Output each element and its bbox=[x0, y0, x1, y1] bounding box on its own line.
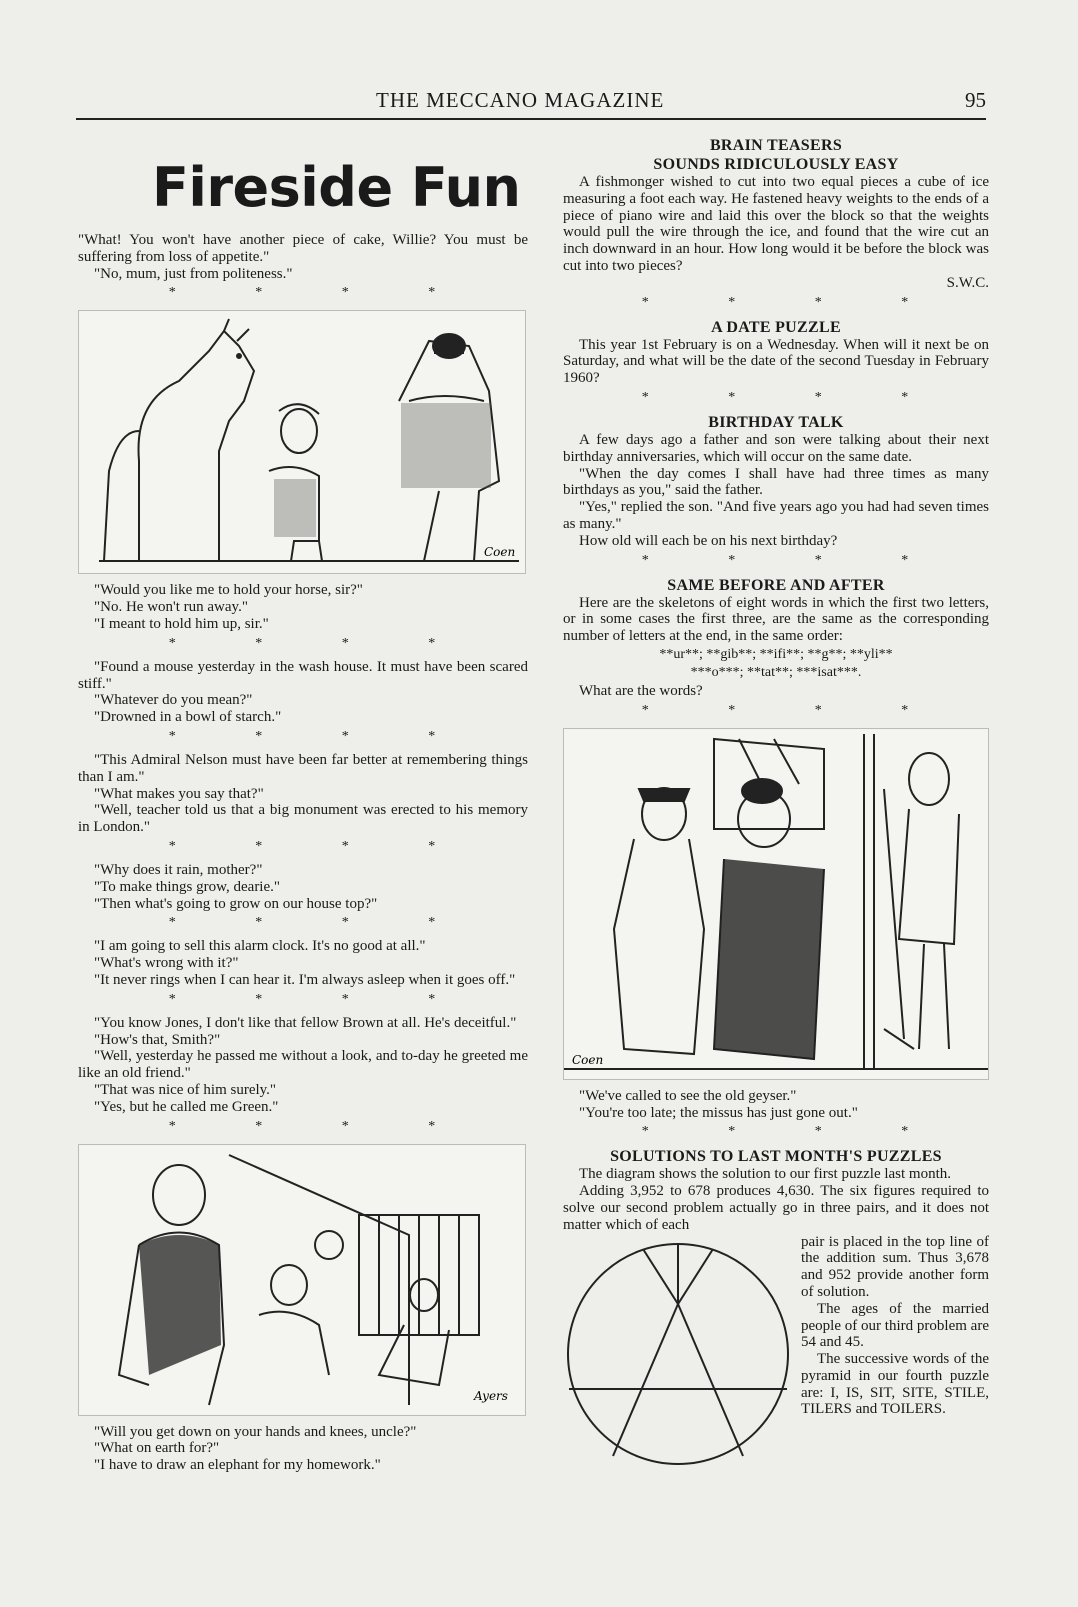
joke-jones-brown bbox=[78, 1015, 528, 1116]
joke-line: "What on earth for?" bbox=[94, 1440, 220, 1457]
joke-line: "Well, yesterday he passed me without a look, and to-day he greeted me like an old friend." bbox=[78, 1048, 528, 1082]
solution-text: Adding 3,952 to 678 produces 4,630. The six figures required to solve our second problem actually go in three pairs, and it does not matter which of each bbox=[563, 1183, 989, 1233]
word-skeletons: ***o***; **tat**; ***isat***. bbox=[690, 664, 862, 680]
separator-stars: * * * * bbox=[641, 552, 947, 568]
separator-stars: * * * * bbox=[168, 991, 474, 1007]
cartoon-horse bbox=[78, 310, 526, 574]
joke-line: "Well, teacher told us that a big monument was erected to his memory in London." bbox=[78, 802, 528, 836]
puzzle-title: BIRTHDAY TALK bbox=[708, 413, 844, 431]
joke-line: "Then what's going to grow on our house top?" bbox=[94, 895, 378, 912]
solution-text: pair is placed in the top line of the addition sum. Thus 3,678 and 952 provide another form of solution. bbox=[801, 1233, 989, 1300]
joke-mouse bbox=[78, 659, 528, 726]
joke-line: "Drowned in a bowl of starch." bbox=[94, 709, 282, 726]
joke-cake bbox=[78, 232, 528, 282]
separator-stars: * * * * bbox=[641, 702, 947, 718]
right-column bbox=[563, 136, 989, 1484]
page-header bbox=[76, 88, 986, 120]
joke-line: "It never rings when I can hear it. I'm always asleep when it goes off." bbox=[94, 971, 516, 988]
solution-text: The diagram shows the solution to our first puzzle last month. bbox=[579, 1166, 952, 1183]
joke-line: "Found a mouse yesterday in the wash house. It must have been scared stiff." bbox=[78, 658, 528, 692]
joke-nelson bbox=[78, 752, 528, 836]
joke-line: "What! You won't have another piece of cake, Willie? You must be suffering from loss of appetite." bbox=[78, 232, 528, 265]
puzzle-text: A few days ago a father and son were talking about their next birthday anniversaries, which will occur on the same date. bbox=[563, 431, 989, 465]
joke-elephant bbox=[78, 1424, 528, 1474]
solution-circle-diagram bbox=[563, 1234, 793, 1474]
joke-line: "No, mum, just from politeness." bbox=[94, 265, 293, 282]
puzzle-text: "Yes," replied the son. "And five years ago you had had seven times as many." bbox=[563, 499, 989, 532]
joke-line: "This Admiral Nelson must have been far better at remembering things than I am." bbox=[78, 751, 528, 785]
joke-rain bbox=[78, 862, 528, 912]
solution-text: The successive words of the pyramid in our fourth puzzle are: I, IS, SIT, SITE, STILE, TILERS and TOILERS. bbox=[801, 1351, 989, 1418]
puzzle-text: Here are the skeletons of eight words in which the first two letters, or in some cases the first three, are the same as the corresponding number of letters at the end, in the same order: bbox=[563, 594, 989, 645]
joke-line: "Yes, but he called me Green." bbox=[94, 1098, 279, 1115]
joke-line: "Whatever do you mean?" bbox=[94, 692, 253, 709]
word-skeletons: **ur**; **gib**; **ifi**; **g**; **yli** bbox=[659, 646, 893, 662]
puzzle-text: This year 1st February is on a Wednesday. When will it next be on Saturday, and what will be the date of the second Tuesday in February 1960? bbox=[563, 336, 989, 387]
separator-stars: * * * * bbox=[641, 294, 947, 310]
puzzle-title: A DATE PUZZLE bbox=[711, 318, 841, 336]
joke-line: "I meant to hold him up, sir." bbox=[94, 615, 269, 632]
joke-line: "What makes you say that?" bbox=[94, 785, 264, 802]
joke-line: "I have to draw an elephant for my homework." bbox=[94, 1457, 381, 1474]
separator-stars: * * * * bbox=[168, 635, 474, 651]
joke-line: "What's wrong with it?" bbox=[94, 955, 239, 972]
separator-stars: * * * * bbox=[641, 389, 947, 405]
joke-horse bbox=[78, 582, 528, 632]
separator-stars: * * * * bbox=[168, 838, 474, 854]
joke-line: "You know Jones, I don't like that fellow Brown at all. He's deceitful." bbox=[94, 1014, 517, 1031]
cartoon-geyser bbox=[563, 728, 989, 1080]
cartoon-signature: Coen bbox=[572, 1052, 604, 1067]
puzzle-title: SAME BEFORE AND AFTER bbox=[667, 576, 885, 594]
solutions-heading: SOLUTIONS TO LAST MONTH'S PUZZLES bbox=[610, 1148, 942, 1166]
cartoon-uncle-drawing bbox=[78, 1144, 526, 1416]
section-title-fireside-fun: Fireside Fun bbox=[152, 156, 521, 219]
left-column bbox=[78, 130, 528, 1474]
cartoon-signature: Coen bbox=[484, 545, 516, 560]
joke-line: "No. He won't run away." bbox=[94, 599, 248, 616]
puzzle-title: SOUNDS RIDICULOUSLY EASY bbox=[653, 156, 899, 173]
separator-stars: * * * * bbox=[168, 1118, 474, 1134]
cartoon-signature: Ayers bbox=[474, 1388, 508, 1403]
puzzle-signature: S.W.C. bbox=[946, 274, 989, 291]
cartoon-caption: "You're too late; the missus has just gone out." bbox=[579, 1104, 858, 1121]
puzzle-text: How old will each be on his next birthday? bbox=[579, 532, 838, 549]
cartoon-caption: "We've called to see the old geyser." bbox=[579, 1087, 797, 1104]
joke-line: "Why does it rain, mother?" bbox=[94, 861, 263, 878]
puzzle-question: What are the words? bbox=[579, 682, 703, 699]
joke-alarm-clock bbox=[78, 938, 528, 988]
brain-teasers-heading: BRAIN TEASERS bbox=[709, 137, 843, 154]
separator-stars: * * * * bbox=[641, 1124, 947, 1140]
joke-line: "Would you like me to hold your horse, sir?" bbox=[94, 582, 363, 599]
solution-block bbox=[563, 1234, 989, 1484]
puzzle-text: A fishmonger wished to cut into two equal pieces a cube of ice measuring a foot each way. He fastened heavy weights to the ends of a piece of piano wire and laid this over the block so that the weights would pull the wire through the ice, and found that the wire cut an inch downward in an hour. How long would it be before the block was cut into two pieces? bbox=[563, 174, 989, 274]
joke-line: "How's that, Smith?" bbox=[94, 1031, 221, 1048]
magazine-title: THE MECCANO MAGAZINE bbox=[376, 88, 665, 112]
solution-text: The ages of the married people of our third problem are 54 and 45. bbox=[801, 1300, 989, 1351]
puzzle-text: "When the day comes I shall have had three times as many birthdays as you," said the father. bbox=[563, 465, 989, 499]
separator-stars: * * * * bbox=[168, 285, 474, 301]
solution-side-text bbox=[801, 1234, 989, 1419]
joke-line: "That was nice of him surely." bbox=[94, 1081, 277, 1098]
joke-line: "Will you get down on your hands and knees, uncle?" bbox=[94, 1423, 417, 1440]
joke-line: "To make things grow, dearie." bbox=[94, 878, 281, 895]
page-number: 95 bbox=[965, 88, 986, 112]
separator-stars: * * * * bbox=[168, 915, 474, 931]
separator-stars: * * * * bbox=[168, 728, 474, 744]
joke-line: "I am going to sell this alarm clock. It's no good at all." bbox=[94, 938, 426, 955]
